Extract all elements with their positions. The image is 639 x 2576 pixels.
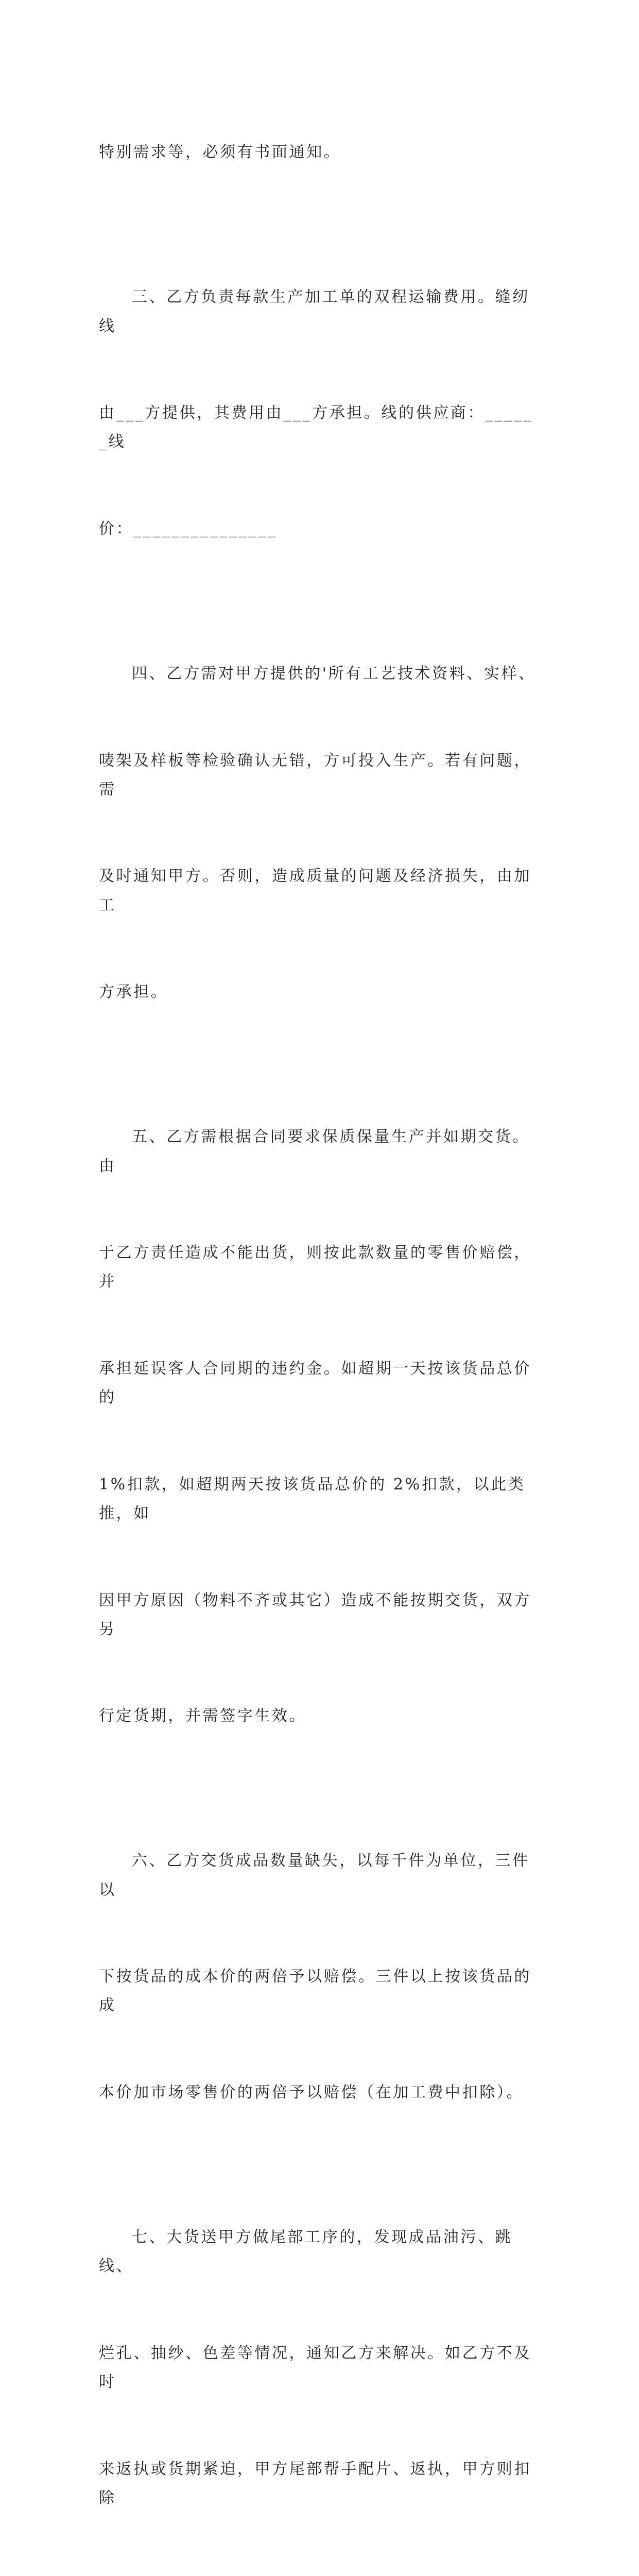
paragraph-clause-6: [99, 1789, 542, 2165]
text-line: 唛架及样板等检验确认无错，方可投入生产。若有问题，需: [99, 751, 531, 799]
text-line: 烂孔、抽纱、色差等情况，通知乙方来解决。如乙方不及时: [99, 2344, 531, 2392]
text-line: 六、乙方交货成品数量缺失，以每千件为单位，三件以: [99, 1852, 530, 1899]
text-line: 本价加市场零售价的两倍予以赔偿（在加工费中扣除）。: [99, 2083, 524, 2102]
text-line: 四、乙方需对甲方提供的'所有工艺技术资料、实样、: [132, 665, 536, 683]
paragraph-clause-5: [99, 1065, 542, 1789]
text-line: 由___方提供，其费用由___方承担。线的供应商：______线: [99, 404, 533, 451]
text-line: [99, 2570, 542, 2576]
paragraph-clause-3: [99, 225, 542, 602]
text-line: 及时通知甲方。否则，造成质量的问题及经济损失，由加工: [99, 867, 531, 914]
text-line: 来返执或货期紧迫，甲方尾部帮手配片、返执，甲方则扣除: [99, 2460, 531, 2507]
text-line: 三、乙方负责每款生产加工单的双程运输费用。缝纫线: [99, 288, 530, 335]
text-line: 价：_______________: [99, 520, 278, 538]
paragraph-clause-7: [99, 2165, 542, 2576]
text-line: 因甲方原因（物料不齐或其它）造成不能按期交货，双方另: [99, 1591, 531, 1638]
text-line: 1%扣款，如超期两天按该货品总价的 2%扣款，以此类推，如: [99, 1475, 526, 1522]
text-line: 方承担。: [99, 983, 168, 1002]
text-line: 七、大货送甲方做尾部工序的，发现成品油污、跳线、: [99, 2228, 513, 2276]
text-line: 于乙方责任造成不能出货，则按此款数量的零售价赔偿，并: [99, 1244, 531, 1291]
text-line: 五、乙方需根据合同要求保质保量生产并如期交货。由: [99, 1128, 530, 1175]
paragraph-continuation: [99, 80, 542, 225]
document-body: [99, 80, 542, 2576]
paragraph-clause-4: [99, 602, 542, 1065]
text-line: 特别需求等，必须有书面通知。: [99, 143, 341, 162]
text-line: 行定货期，并需签字生效。: [99, 1707, 307, 1725]
text-line: 下按货品的成本价的两倍予以赔偿。三件以上按该货品的成: [99, 1968, 531, 2015]
text-line: 承担延误客人合同期的违约金。如超期一天按该货品总价的: [99, 1359, 531, 1407]
